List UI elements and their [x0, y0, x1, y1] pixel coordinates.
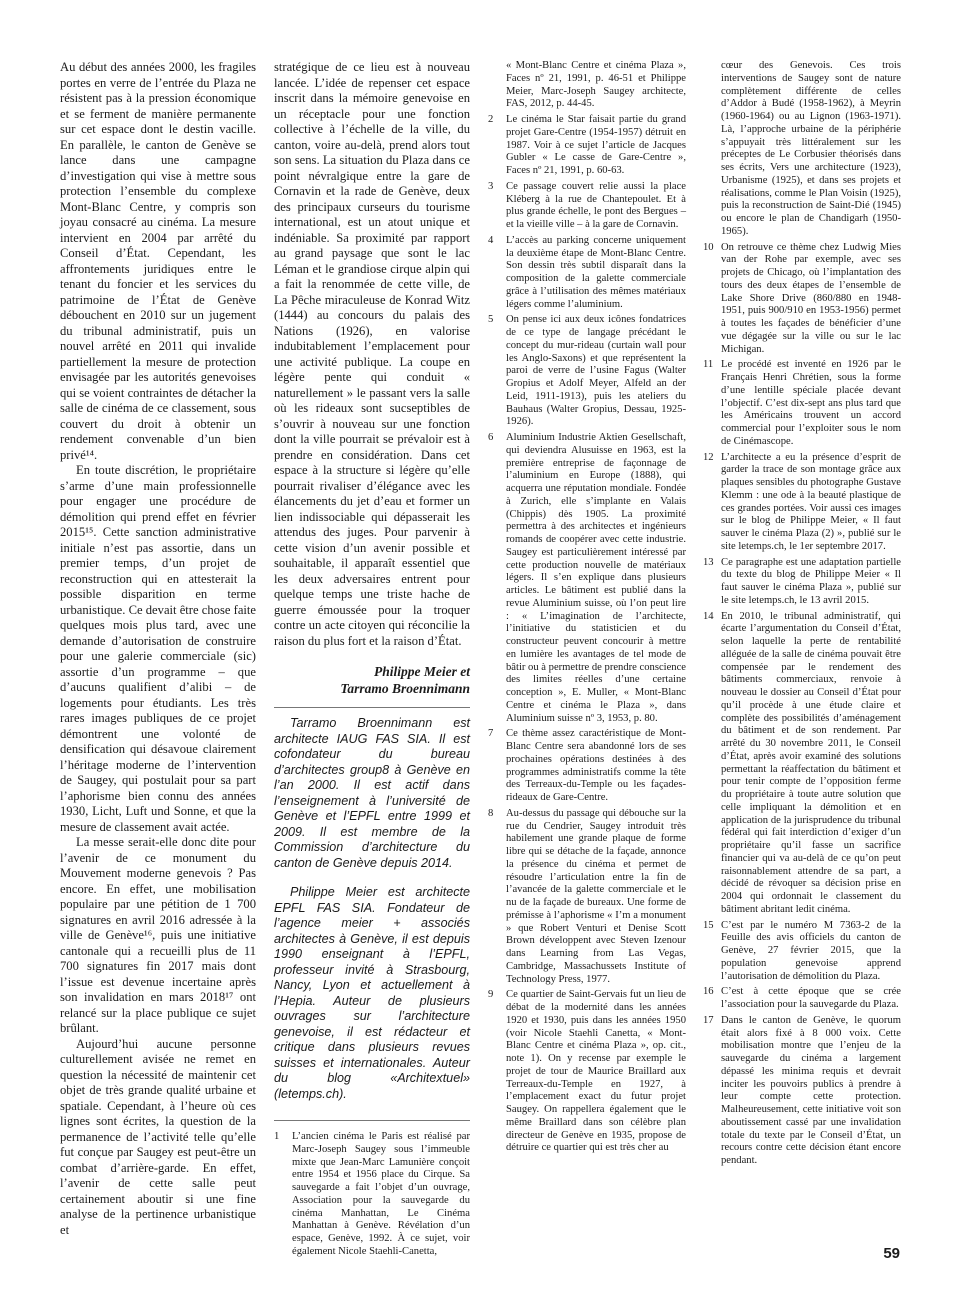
footnote-number: 12: [703, 451, 714, 463]
page-number: 59: [883, 1245, 900, 1262]
footnote-number: 10: [703, 241, 714, 253]
article-column-2: [274, 60, 470, 1262]
footnote: [703, 242, 901, 357]
footnote: [488, 728, 686, 805]
footnote-text: cœur des Genevois. Ces trois interventions de Saugey sont de nature complètement différente de celles d’Addor à Budé (1958-1962), à Meyrin (1960-1964) ou au Lignon (1963-1971). Là, l’approche urbaine de la périphérie s’appuyait très littéralement sur les préceptes de Le Corbusier théorisés dans ses écrits, Vers une architecture (1923), Urbanisme (1925), et dans ses projets et réalisations, comme le Plan Voisin (1925), puis la reconstruction de Saint-Dié (1945) ou encore le plan de Chandigarh (1950-1965).: [721, 60, 901, 237]
footnote-text: C’est à cette époque que se crée l’association pour la sauvegarde du Plaza.: [721, 986, 901, 1010]
footnote-text: L’accès au parking concerne uniquement la deuxième étape de Mont-Blanc Centre. Son dessin très subtil disparaît dans la composition de la galette commerciale grâce à l’utilisation des mêmes matériaux légers comme l’aluminium.: [506, 234, 686, 310]
footnote-text: Le cinéma le Star faisait partie du grand projet Gare-Centre (1954-1957) détruit en 1987. Voir à ce sujet l’article de Jacques Gubler « Le casse de Gare-Centre », Faces nº 21, 1991, p. 60-63.: [506, 114, 686, 176]
author-bio: Tarramo Broennimann est architecte IAUG FAS SIA. Il est cofondateur du bureau d’architectes group8 à Genève en l’an 2000. Il est actif dans l’enseignement à l’université de Genève et l’EPFL entre 1999 et 2009. Il est membre de la Commission d’architecture du canton de Genève depuis 2014.: [274, 716, 470, 870]
footnote-text: On retrouve ce thème chez Ludwig Mies van der Rohe par exemple, avec ses projets de Chicago, où l’implantation des tours des deux étapes de l’ensemble de Lake Shore Drive (860/880 en 1948-1951, puis 900/910 en 1953-1956) permet à toutes les façades de bénéficier d’une vue dégagée sur la ville ou sur le lac Michigan.: [721, 241, 901, 355]
article-column-1: [60, 60, 256, 1238]
footnote-text: Ce thème assez caractéristique de Mont-Blanc Centre sera abandonné lors de ses prochaines opérations destinées à des programmes administratifs comme la tête des Terreaux-du-Temple ou les façades-rideaux de Gare-Centre.: [506, 728, 686, 803]
paragraph: Aujourd’hui aucune personne culturellement avisée ne remet en question la nécessité de maintenir cet objet de très grande qualité urbaine et spatiale. Cependant, à l’heure où ces lignes sont écrites, la question de la permanence de l’activité telle qu’elle fut conçue par Saugey est peut-être un combat d’arrière-garde. En effet, l’avenir de cette salle peut certainement aboutir si une fine analyse de la pertinence urbanistique et: [60, 1036, 256, 1237]
footnote-number: 14: [703, 610, 714, 622]
footnote: [703, 986, 901, 1012]
footnotes-column-3: [488, 60, 686, 1158]
footnote-number: 11: [703, 359, 714, 371]
footnote-text: En 2010, le tribunal administratif, qui écarte l’argumentation du Conseil d’État, selon laquelle la perte de rentabilité alléguée de la salle de cinéma pouvait être compensée par le rendement des bâtiments commerciaux, renvoie à nouveau le dossier au Conseil d’État pour qu’il procède à une étude claire et complète des possibilités d’aménagement du bâtiment et de son rendement. Par arrêté du 30 novembre 2011, le Conseil d’État, après avoir examiné des solutions permettant la réaffectation du bâtiment et pour tenir compte de l’opposition ferme du propriétaire à toute autre solution que celle impliquant la démolition et en application de la jurisprudence du tribunal fédéral qui fait interdiction d’exiger d’un propriétaire qu’il fasse un sacrifice financier qui va au-delà de ce qu’on peut raisonnablement attendre de sa part, a décidé de révoquer sa décision prise en 2004 qui ordonnait le classement du bâtiment abritant ledit cinéma.: [721, 610, 901, 915]
footnote: [488, 808, 686, 987]
footnote-number: 13: [703, 556, 714, 568]
footnote: [488, 114, 686, 178]
footnote-number: 5: [488, 314, 494, 326]
signature-line: Philippe Meier et: [374, 664, 470, 679]
footnote-text: Ce passage couvert relie aussi la place Kléberg à la rue de Chantepoulet. Et à plus grande échelle, le pont des Bergues – et la vieille ville – à la gare de Cornavin.: [506, 180, 686, 230]
footnote-number: 1: [274, 1131, 280, 1142]
author-bio: Philippe Meier est architecte EPFL FAS SIA. Fondateur de l’agence meier + associés architectes à Genève, il est depuis 1990 enseignant à l’EPFL, professeur invité à Strasbourg, Nancy, Lyon et actuellement à l’Hepia. Auteur de plusieurs ouvrages sur l’architecture genevoise, il est rédacteur et critique dans plusieurs revues suisses et internationales. Auteur du blog «Architextuel» (letemps.ch).: [274, 885, 470, 1101]
paragraph: stratégique de ce lieu est à nouveau lancée. L’idée de repenser cet espace inscrit dans la mémoire genevoise en un réceptacle pour une fonction collective à l’échelle de la ville, du canton, voire au-delà, prend alors tout son sens. La situation du Plaza dans ce point névralgique entre la gare de Cornavin et la rade de Genève, deux des principaux curseurs du tourisme international, est un atout unique et indéniable. Sa proximité par rapport au grand paysage que sont le lac Léman et le grandiose cirque alpin qui a fait la renommée de cette ville, de La Pêche miraculeuse de Konrad Witz (1444) au concours du palais des Nations (1926), en valorise indubitablement l’emplacement pour une activité publique. La coupe en légère pente qui conduit « naturellement » le passant vers la salle où les rideaux sont sucseptibles de s’ouvrir à nouveau sur une fonction dont la ville pourrait se prévaloir est à prendre en considération. Dans cet espace à la structure si légère qu’elle pourrait rivaliser d’élégance avec les élancements du jet d’eau et former un lien indissociable qui dépasserait les attendus des juges. Pour parvenir à cette vision d’un avenir possible et souhaitable, il apparaît essentiel que les deux adversaires entrent pour quelque temps une triste hache de guerre émoussée pour la troquer contre un acte citoyen qui réconcilie la raison du plus fort et la raison d’État.: [274, 60, 470, 648]
footnote: [488, 181, 686, 232]
footnote-number: 16: [703, 986, 714, 998]
footnote: [488, 314, 686, 429]
footnote-text: Ce quartier de Saint-Gervais fut un lieu de débat de la modernité dans les années 1920 et 1930, puis dans les années 1950 (voir Nicole Staehli Canetta, « Mont-Blanc Centre et cinéma Plaza », op. cit., note 1). On y recense par exemple le projet de tour de Maurice Braillard aux Terreaux-du-Temple en 1927, à l’emplacement exact du futur projet Saugey. On rappellera également que le même Braillard dans son célèbre plan directeur de Genève en 1935, propose de détruire ce quartier qui est très cher au: [506, 989, 686, 1154]
footnote: [703, 611, 901, 917]
footnote-number: 7: [488, 728, 494, 740]
footnote: [703, 557, 901, 608]
footnote: [703, 359, 901, 448]
paragraph: La messe serait-elle donc dite pour l’avenir de ce monument du Mouvement moderne genevois ? Pas encore. En effet, une mobilisation populaire par une pétition de 1 700 signatures en avril 2016 adressée à la ville de Genève¹⁶, puis une initiative cantonale qui a recueilli plus de 11 700 signatures fin 2017 mais dont l’issue est devenue incertaine après son invalidation en mars 2018¹⁷ ont relancé sur la place publique ce sujet brûlant.: [60, 835, 256, 1035]
footnote-text: Le procédé est inventé en 1926 par le Français Henri Chrétien, sous la forme d’une lentille spéciale placée devant l’objectif. C’est dix-sept ans plus tard que les Américains trouvent un accord commercial pour l’exploiter sous le nom de Cinémascope.: [721, 359, 901, 447]
footnote: [488, 989, 686, 1155]
author-signature: [274, 663, 470, 697]
footnote-text: L’ancien cinéma le Paris est réalisé par Marc-Joseph Saugey sous l’immeuble mixte que Jean-Marc Lamunière conçoit entre 1954 et 1956 place du Cirque. Sa sauvegarde a fait l’objet d’un ouvrage, Association pour la sauvegarde du cinéma Manhattan, Le Cinéma Manhattan à Genève. Révélation d’un espace, Genève, 1992. À ce sujet, voir également Nicole Staehli-Canetta,: [292, 1131, 470, 1257]
footnote-number: 15: [703, 919, 714, 931]
author-bios: [274, 707, 470, 1102]
footnote-number: [488, 60, 506, 111]
paragraph: Au début des années 2000, les fragiles portes en verre de l’entrée du Plaza ne résistent pas à la pression économique et se ferment de manière permanente sur cet espace dont le destin vacille. En parallèle, le canton de Genève se lance dans une campagne d’investigation qui vise à mettre sous protection l’ensemble du complexe Mont-Blanc Centre, y compris son joyau consacré au cinéma. La mesure intervient en 2004 par arrêté du Conseil d’État. Cependant, les affrontements juridiques entre le tenant du foncier et les services du patrimoine de l’État de Genève débouchent en 2010 sur un jugement du tribunal administratif, puis un nouvel arrêté en 2011 qui invalide partiellement la mesure de protection envisagée par les autorités genevoises qui se voient contraintes de détacher la salle de cinéma de ce classement, sous couvert du droit à obtenir un rendement convenable d’un bien privé¹⁴.: [60, 60, 256, 462]
footnote-number: 6: [488, 432, 494, 443]
footnote-number: 2: [488, 114, 494, 125]
footnote-number: 4: [488, 234, 494, 246]
footnote: [488, 60, 686, 111]
footnote-text: C’est par le numéro M 7363-2 de la Feuille des avis officiels du canton de Genève, 27 février 2015, que la population genevoise apprend l’autorisation de démolition du Plaza.: [721, 919, 901, 982]
footnotes: [274, 1120, 470, 1259]
footnote-number: 8: [488, 807, 494, 819]
footnote-text: Dans le canton de Genève, le quorum était alors fixé à 8 000 voix. Cette mobilisation montre que l’enjeu de la sauvegarde du cinéma a largement dépassé les minima requis et devrait inciter les pouvoirs publics à prendre à leur compte cette protection. Malheureusement, cette initiative voit son aboutissement cassé par une invalidation totale du texte par le Conseil d’État, un recours contre cette décision étant encore pendant.: [721, 1014, 901, 1166]
footnote: [703, 60, 901, 239]
footnote: [703, 452, 901, 554]
footnote-number: [703, 60, 721, 239]
footnote: [274, 1131, 470, 1259]
footnote-number: 3: [488, 180, 494, 192]
footnotes-column-4: [703, 60, 901, 1171]
footnote: [488, 432, 686, 725]
footnote-text: Aluminium Industrie Aktien Gesellschaft, qui deviendra Alusuisse en 1963, est la première entreprise de façonnage de l’aluminium en Europe (1888), qui acquerra une réputation mondiale. Fondée à Zurich, elle s’implante en Valais (Chippis) dès 1905. La proximité permettra à des architectes et ingénieurs romands de coopérer avec cette industrie. Saugey est particulièrement intéressé par cette production nouvelle de matériaux légers. Il s’en explique dans plusieurs articles. Le bâtiment est publié dans la revue Aluminium suisse, où l’on peut lire : « L’imagination de l’architecte, l’initiative du statisticien et du constructeur peuvent concourir à mettre en lumière les avantages de tel mode de bâtir ou à permettre de prendre conscience des limites réelles d’une certaine conception », E. Muller, « Mont-Blanc Centre et cinéma le Plaza », dans Aluminium suisse nº 3, 1953, p. 80.: [506, 432, 687, 724]
footnote-text: Ce paragraphe est une adaptation partielle du texte du blog de Philippe Meier « Il faut sauver le cinéma Plaza », publié sur le site letemps.ch, le 13 avril 2015.: [721, 556, 901, 606]
footnote-text: « Mont-Blanc Centre et cinéma Plaza », Faces nº 21, 1991, p. 46-51 et Philippe Meier, Marc-Joseph Saugey architecte, FAS, 2012, p. 44-45.: [506, 60, 686, 110]
footnote: [703, 920, 901, 984]
footnote-text: Au-dessus du passage qui débouche sur la rue du Cendrier, Saugey introduit très habilement une grande plaque de forme libre qui se détache de la façade, annonce la présence du cinéma et permet de résoudre l’articulation entre la fin de l’avancée de la galette commerciale et le nu de la façade de bureaux. Une forme de prémisse à l’aphorisme « I’m a monument » que Robert Venturi et Denise Scott Brown développent avec Steven Izenour dans Learning from Las Vegas, Cambridge, Massachussets Institute of Technology Press, 1977.: [506, 807, 686, 985]
footnote-text: On pense ici aux deux icônes fondatrices de ce type de langage précédant le concept du mur-rideau (curtain wall pour les Anglo-Saxons) et que représentent la paroi de verre de l’usine Fagus (Walter Gropius et Adolf Meyer, Alfeld an der Leid, 1911-1913), puis les ateliers du Bauhaus (Walter Gropius, Dessau, 1925-1926).: [506, 314, 686, 428]
footnote-number: 9: [488, 989, 494, 1001]
paragraph: En toute discrétion, le propriétaire s’arme d’une main professionnelle pour engager une procédure de démolition qui prend effet en février 2015¹⁵. Cette sanction administrative initiale n’est pas assortie, dans un premier temps, d’un projet de reconstruction qui en attesterait la possible disparition en terme urbanistique. Ce devait être chose faite quelques mois plus tard, avec une demande d’autorisation de construire pour une galerie commerciale (sic) assortie d’un programme – que d’aucuns qualifient d’alibi – de logements pour étudiants. Les très rares images publiques de ce projet démontrent une volonté de densification qui désavoue clairement l’héritage moderne de l’intervention de Saugey, qui postulait pour sa part l’aphorisme bien connu des années 1930, Licht, Luft und Sonne, et que la mesure de classement avait actée.: [60, 463, 256, 834]
signature-line: Tarramo Broennimann: [340, 681, 470, 696]
footnote-number: 17: [703, 1014, 714, 1026]
footnote: [488, 235, 686, 312]
footnote: [703, 1015, 901, 1168]
footnote-text: L’architecte a eu la présence d’esprit de garder la trace de son montage grâce aux plaques sensibles du photographe Gustave Klemm : une ode à la beauté plastique de ces grandes portées. Voir aussi ces images sur le blog de Philippe Meier, « Il faut sauver le cinéma Plaza (2) », publié sur le site letemps.ch, le 1er septembre 2017.: [721, 451, 901, 552]
